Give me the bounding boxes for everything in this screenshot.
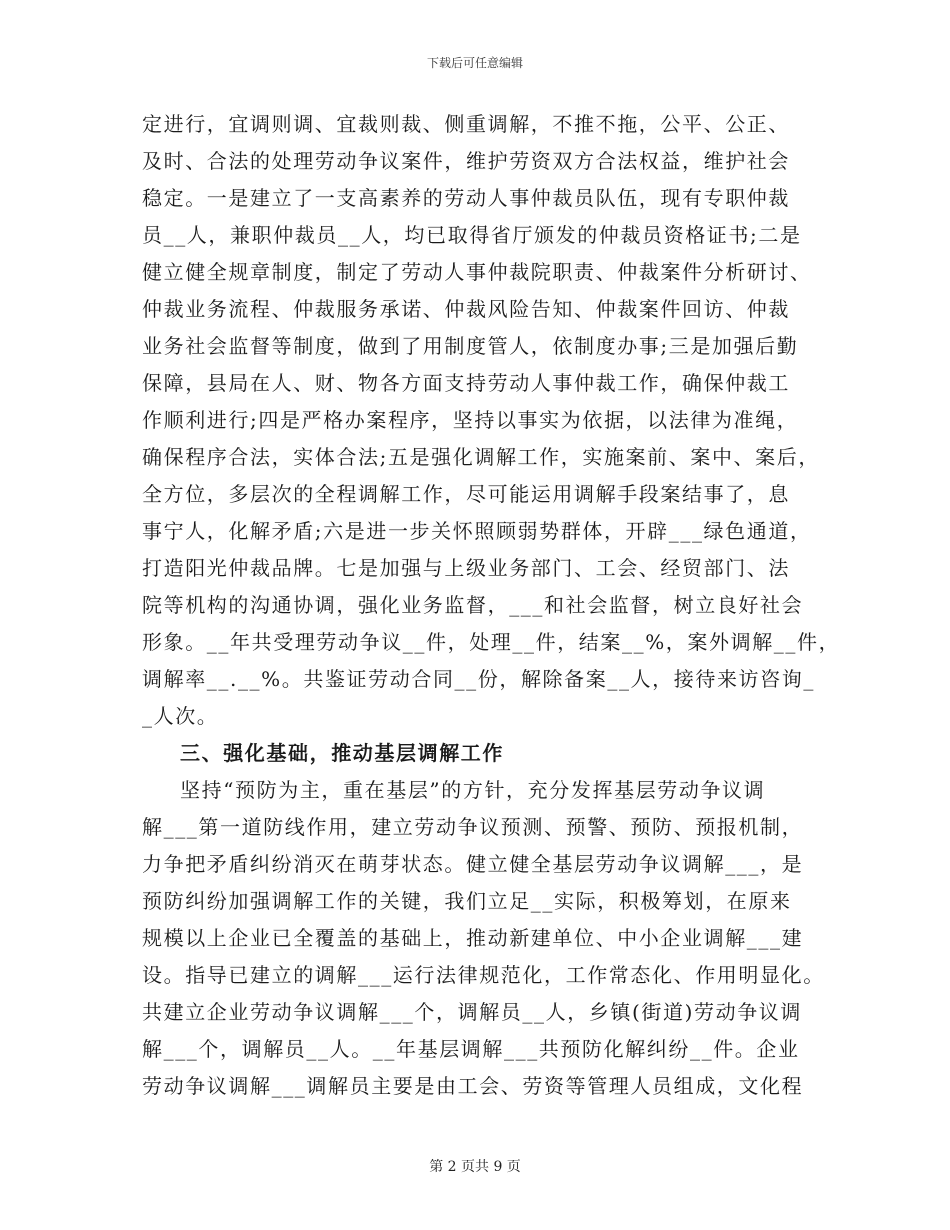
body-line: 设。指导已建立的调解___运行法律规范化，工作常态化、作用明显化。 <box>142 963 825 987</box>
body-line: 力争把矛盾纠纷消灭在萌芽状态。健立健全基层劳动争议调解___，是 <box>142 852 804 876</box>
body-line: 打造阳光仲裁品牌。七是加强与上级业务部门、工会、经贸部门、法 <box>142 556 790 580</box>
body-line: 调解率__.__%。共鉴证劳动合同__份，解除备案__人，接待来访咨询_ <box>142 667 815 691</box>
body-line: 业务社会监督等制度，做到了用制度管人，依制度办事;三是加强后勤 <box>142 334 799 358</box>
body-line: 健立健全规章制度，制定了劳动人事仲裁院职责、仲裁案件分析研讨、 <box>142 260 812 284</box>
body-line: 院等机构的沟通协调，强化业务监督，___和社会监督，树立良好社会 <box>142 593 804 617</box>
section-heading: 三、强化基础，推动基层调解工作 <box>180 741 504 765</box>
body-line: 全方位，多层次的全程调解工作，尽可能运用调解手段案结事了，息 <box>142 482 790 506</box>
body-line: 解___第一道防线作用，建立劳动争议预测、预警、预防、预报机制， <box>142 815 804 839</box>
body-line: 劳动争议调解___调解员主要是由工会、劳资等管理人员组成，文化程 <box>142 1074 804 1098</box>
body-line: 及时、合法的处理劳动争议案件，维护劳资双方合法权益，维护社会 <box>142 149 790 173</box>
body-line: 稳定。一是建立了一支高素养的劳动人事仲裁员队伍，现有专职仲裁 <box>142 186 790 210</box>
body-line: 事宁人，化解矛盾;六是进一步关怀照顾弱势群体，开辟___绿色通道， <box>142 519 812 543</box>
body-line: 保障，县局在人、财、物各方面支持劳动人事仲裁工作，确保仲裁工 <box>142 371 790 395</box>
body-line: 共建立企业劳动争议调解___个，调解员__人，乡镇(街道)劳动争议调 <box>142 1000 803 1024</box>
body-line: 预防纠纷加强调解工作的关键，我们立足__实际，积极筹划，在原来 <box>142 889 792 913</box>
page-header: 下载后可任意编辑 <box>426 56 523 70</box>
body-line: 员__人，兼职仲裁员__人，均已取得省厅颁发的仲裁员资格证书;二是 <box>142 223 802 247</box>
body-line: 形象。__年共受理劳动争议__件，处理__件，结案__%，案外调解__件， <box>142 630 841 654</box>
page-footer: 第 2 页共 9 页 <box>429 1159 521 1175</box>
body-line: 作顺利进行;四是严格办案程序，坚持以事实为依据，以法律为准绳， <box>142 408 799 432</box>
body-line: 定进行，宜调则调、宜裁则裁、侧重调解，不推不拖，公平、公正、 <box>142 112 790 136</box>
body-line: 解___个，调解员__人。__年基层调解___共预防化解纠纷__件。企业 <box>142 1037 800 1061</box>
body-line: 确保程序合法，实体合法;五是强化调解工作，实施案前、案中、案后， <box>142 445 820 469</box>
body-line: 规模以上企业已全覆盖的基础上，推动新建单位、中小企业调解___建 <box>142 926 804 950</box>
body-line: _人次。 <box>142 704 219 728</box>
body-line: 坚持“预防为主，重在基层”的方针，充分发挥基层劳动争议调 <box>180 778 766 802</box>
body-line: 仲裁业务流程、仲裁服务承诺、仲裁风险告知、仲裁案件回访、仲裁 <box>142 297 790 321</box>
